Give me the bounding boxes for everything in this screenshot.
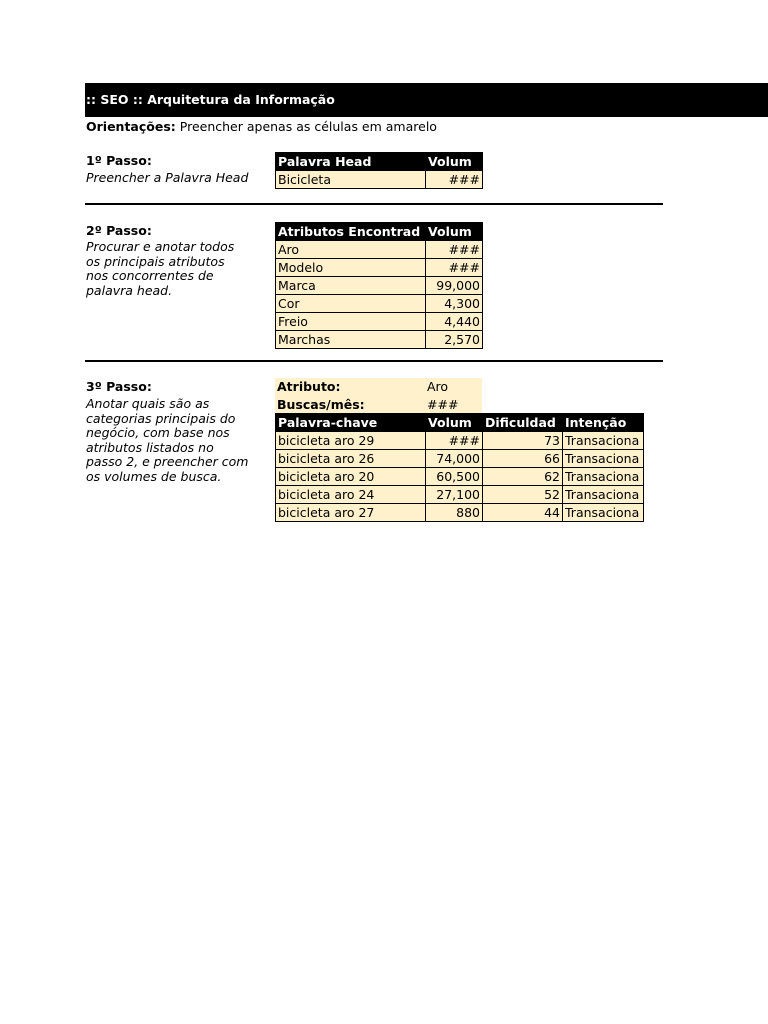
section-divider xyxy=(85,203,663,205)
difficulty-cell[interactable]: 62 xyxy=(483,468,563,486)
header-atributos: Atributos Encontrad xyxy=(276,223,426,241)
table-header-row xyxy=(276,414,644,432)
table-row xyxy=(276,331,483,349)
searches-label: Buscas/mês: xyxy=(275,395,425,412)
orientation-label: Orientações: xyxy=(86,119,176,134)
atributo-cell[interactable]: Aro xyxy=(276,241,426,259)
attribute-info-table xyxy=(275,378,482,413)
intent-cell[interactable]: Transaciona xyxy=(563,486,644,504)
step2-description: Procurar e anotar todos os principais atributos nos concorrentes de palavra head. xyxy=(86,239,235,298)
atributo-cell[interactable]: Cor xyxy=(276,295,426,313)
volume-cell[interactable]: 880 xyxy=(426,504,483,522)
keyword-cell[interactable]: bicicleta aro 20 xyxy=(276,468,426,486)
intent-cell[interactable]: Transaciona xyxy=(563,468,644,486)
searches-value: ### xyxy=(425,395,482,412)
table-row xyxy=(276,432,644,450)
atributo-cell[interactable]: Freio xyxy=(276,313,426,331)
volume-cell[interactable]: 2,570 xyxy=(426,331,483,349)
palavra-head-table xyxy=(275,152,483,189)
table-row xyxy=(276,241,483,259)
volume-cell[interactable]: 4,440 xyxy=(426,313,483,331)
atributo-cell[interactable]: Modelo xyxy=(276,259,426,277)
keyword-cell[interactable]: bicicleta aro 24 xyxy=(276,486,426,504)
volume-cell[interactable]: ### xyxy=(426,241,483,259)
attribute-row xyxy=(275,378,482,395)
orientation-text: Preencher apenas as células em amarelo xyxy=(179,119,437,134)
palavra-head-cell[interactable]: Bicicleta xyxy=(276,171,426,189)
intent-cell[interactable]: Transaciona xyxy=(563,432,644,450)
table-row xyxy=(276,504,644,522)
table-row xyxy=(276,171,483,189)
difficulty-cell[interactable]: 44 xyxy=(483,504,563,522)
volume-cell[interactable]: 27,100 xyxy=(426,486,483,504)
volume-cell[interactable]: ### xyxy=(426,259,483,277)
keywords-table xyxy=(275,413,644,522)
section-divider xyxy=(85,360,663,362)
page-title: :: SEO :: Arquitetura da Informação xyxy=(85,83,768,117)
step2-label: 2º Passo: xyxy=(86,223,152,238)
table-row xyxy=(276,313,483,331)
difficulty-cell[interactable]: 73 xyxy=(483,432,563,450)
table-row xyxy=(276,277,483,295)
difficulty-cell[interactable]: 52 xyxy=(483,486,563,504)
keyword-cell[interactable]: bicicleta aro 26 xyxy=(276,450,426,468)
step1-description: Preencher a Palavra Head xyxy=(86,170,249,185)
step3-description: Anotar quais são as categorias principais do negócio, com base nos atributos listados no passo 2, e preencher com os volumes de busca. xyxy=(86,396,249,484)
header-volume: Volum xyxy=(426,153,483,171)
table-row xyxy=(276,295,483,313)
atributo-cell[interactable]: Marchas xyxy=(276,331,426,349)
header-palavra-head: Palavra Head xyxy=(276,153,426,171)
keyword-cell[interactable]: bicicleta aro 27 xyxy=(276,504,426,522)
attribute-label: Atributo: xyxy=(275,378,425,395)
keyword-cell[interactable]: bicicleta aro 29 xyxy=(276,432,426,450)
table-row xyxy=(276,450,644,468)
table-row xyxy=(276,468,644,486)
volume-cell[interactable]: 99,000 xyxy=(426,277,483,295)
intent-cell[interactable]: Transaciona xyxy=(563,450,644,468)
volume-cell[interactable]: ### xyxy=(426,432,483,450)
volume-cell[interactable]: 74,000 xyxy=(426,450,483,468)
header-palavra-chave: Palavra-chave xyxy=(276,414,426,432)
header-volume: Volum xyxy=(426,414,483,432)
atributo-cell[interactable]: Marca xyxy=(276,277,426,295)
table-row xyxy=(276,259,483,277)
volume-cell[interactable]: 60,500 xyxy=(426,468,483,486)
atributos-table xyxy=(275,222,483,349)
step1-label: 1º Passo: xyxy=(86,153,152,168)
table-header-row xyxy=(276,153,483,171)
difficulty-cell[interactable]: 66 xyxy=(483,450,563,468)
step3-label: 3º Passo: xyxy=(86,379,152,394)
volume-cell[interactable]: ### xyxy=(426,171,483,189)
header-volume: Volum xyxy=(426,223,483,241)
header-dificuldade: Dificuldad xyxy=(483,414,563,432)
attribute-value[interactable]: Aro xyxy=(425,378,482,395)
volume-cell[interactable]: 4,300 xyxy=(426,295,483,313)
table-header-row xyxy=(276,223,483,241)
header-intencao: Intenção xyxy=(563,414,644,432)
table-row xyxy=(276,486,644,504)
searches-row xyxy=(275,395,482,412)
intent-cell[interactable]: Transaciona xyxy=(563,504,644,522)
orientation-line xyxy=(86,119,437,134)
